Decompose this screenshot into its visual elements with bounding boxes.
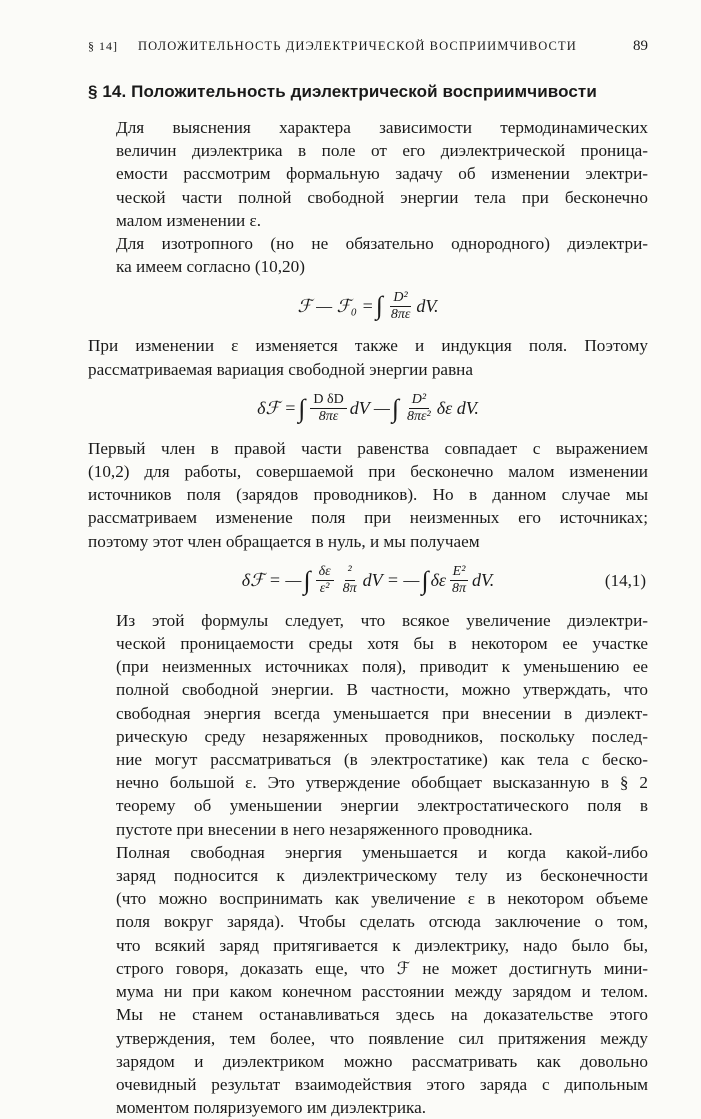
text-line: очевидный результат взаимодействия этого заряда с дипольным: [116, 1074, 648, 1094]
running-head-section: § 14]: [88, 39, 118, 53]
text-line: ческой части полной свободной энергии тела при бесконечно: [116, 187, 648, 207]
formula-lhs: δℱ =: [257, 398, 297, 419]
text-line: строго говоря, доказать еще, что ℱ не может достигнуть мини-: [116, 958, 648, 978]
paragraph-6: [88, 841, 648, 1119]
text-line: нечно большой ε. Это утверждение обобщает высказанную в § 2: [116, 773, 648, 793]
paragraph-4: [88, 437, 648, 553]
formula-lhs: δℱ = —: [241, 570, 302, 591]
fraction-denominator: 8π: [342, 581, 357, 597]
text-line: Первый член в правой части равенства совпадает с выражением: [88, 438, 648, 458]
text-line: Мы не станем останавливаться здесь на доказательстве этого: [116, 1005, 648, 1025]
text-line: (10,2) для работы, совершаемой при бесконечно малом изменении: [88, 462, 648, 482]
formula-tail: dV.: [416, 295, 439, 316]
fraction: [310, 392, 346, 425]
fraction: [340, 564, 360, 597]
paragraph-2: [88, 232, 648, 278]
text-line: поэтому этот член обращается в нуль, и мы получаем: [88, 531, 480, 551]
text-line: Полная свободная энергия уменьшается и когда какой-либо: [116, 842, 648, 862]
formula-tail: dV.: [472, 570, 495, 591]
fraction: [449, 564, 469, 597]
text-line: мума ни при каком конечном расстоянии между зарядом и телом.: [116, 982, 648, 1002]
section-heading: § 14. Положительность диэлектрической восприимчивости: [88, 82, 597, 101]
text-line: Для изотропного (но не обязательно однородного) диэлектри-: [116, 234, 648, 254]
text-line: моментом поляризуемого им диэлектрика.: [116, 1098, 427, 1118]
text-line: источников поля (зарядов проводников). Но в данном случае мы: [88, 485, 648, 505]
text-line: ка имеем согласно (10,20): [116, 257, 305, 277]
text-line: Из этой формулы следует, что всякое увеличение диэлектри-: [116, 610, 648, 630]
fraction: [404, 392, 434, 425]
text-line: ние могут рассматриваться (в электростатике) как тела с беско-: [116, 750, 648, 770]
text-line: полной свободной энергии. В частности, можно утверждать, что: [116, 680, 648, 700]
text-line: (при неизменных источниках поля), приводит к уменьшению ее: [116, 657, 648, 677]
text-line: что всякий заряд притягивается к диэлектрику, надо было бы,: [116, 935, 648, 955]
formula-middle: dV = —: [362, 570, 420, 591]
page: [88, 38, 648, 1119]
paragraph-1: [88, 116, 648, 232]
text-line: утверждения, тем более, что появление сил притяжения между: [116, 1028, 648, 1048]
formula-middle: dV —: [349, 398, 390, 419]
text-line: поля вокруг заряда). Чтобы сделать отсюда заключение о том,: [116, 912, 648, 932]
text-line: рическую среду незаряженных проводников, поскольку послед-: [116, 726, 648, 746]
integral-sign: ∫: [375, 291, 383, 321]
equation-number: (14,1): [604, 570, 646, 590]
formula-free-energy: [88, 278, 648, 334]
paragraph-5: [88, 609, 648, 841]
formula-pre: δε: [430, 570, 447, 591]
formula-variation: [88, 381, 648, 437]
fraction-denominator: 8π: [452, 581, 467, 597]
text-line: величин диэлектрика в поле от его диэлектрической проница-: [116, 141, 648, 161]
text-line: емости рассмотрим формальную задачу об изменении электри-: [116, 164, 648, 184]
text-line: зарядом и диэлектриком можно рассматривать как довольно: [116, 1051, 648, 1071]
fraction-denominator: 8πε: [318, 409, 339, 425]
fraction-numerator: ²: [345, 564, 355, 581]
fraction-denominator: 8πε: [390, 306, 411, 322]
formula-14-1: [88, 553, 648, 609]
text-line: При изменении ε изменяется также и индукция поля. Поэтому: [88, 336, 648, 356]
page-number: 89: [633, 38, 648, 54]
fraction-denominator: 8πε²: [407, 409, 431, 425]
fraction-numerator: δε: [316, 564, 334, 581]
integral-sign: ∫: [298, 393, 306, 423]
formula-tail: δε dV.: [436, 398, 479, 419]
text-line: теорему об уменьшении энергии электростатического поля в: [116, 796, 648, 816]
fraction-numerator: D²: [409, 392, 429, 409]
integral-sign: ∫: [391, 393, 400, 423]
text-line: рассматриваем изменение поля при неизменных его источниках;: [88, 508, 648, 528]
paragraph-3: [88, 334, 648, 380]
text-line: свободная энергия всегда уменьшается при внесении в диэлект-: [116, 703, 648, 723]
running-head-title: ПОЛОЖИТЕЛЬНОСТЬ ДИЭЛЕКТРИЧЕСКОЙ ВОСПРИИМЧИВОСТИ: [138, 39, 577, 53]
text-line: заряд подносится к диэлектрическому телу из бесконечности: [116, 866, 648, 886]
integral-sign: ∫: [303, 565, 311, 595]
text-line: (что можно воспринимать как увеличение ε в некотором объеме: [116, 889, 648, 909]
fraction-numerator: D δD: [310, 392, 346, 409]
fraction-denominator: ε²: [319, 581, 330, 597]
text-line: Для выяснения характера зависимости термодинамических: [116, 118, 648, 137]
formula-lhs: ℱ — ℱ₀ =: [297, 295, 374, 316]
text-line: малом изменении ε.: [116, 210, 262, 230]
fraction: [316, 564, 334, 597]
text-line: ческой проницаемости среды хотя бы в некотором ее участке: [116, 634, 648, 654]
fraction-numerator: D²: [390, 290, 410, 307]
running-head: [88, 38, 648, 58]
text-line: пустоте при внесении в него незаряженного проводника.: [116, 819, 533, 839]
fraction-numerator: E²: [450, 564, 469, 581]
integral-sign: ∫: [421, 565, 429, 595]
fraction: [388, 290, 414, 323]
text-line: рассматриваемая вариация свободной энергии равна: [88, 359, 474, 379]
